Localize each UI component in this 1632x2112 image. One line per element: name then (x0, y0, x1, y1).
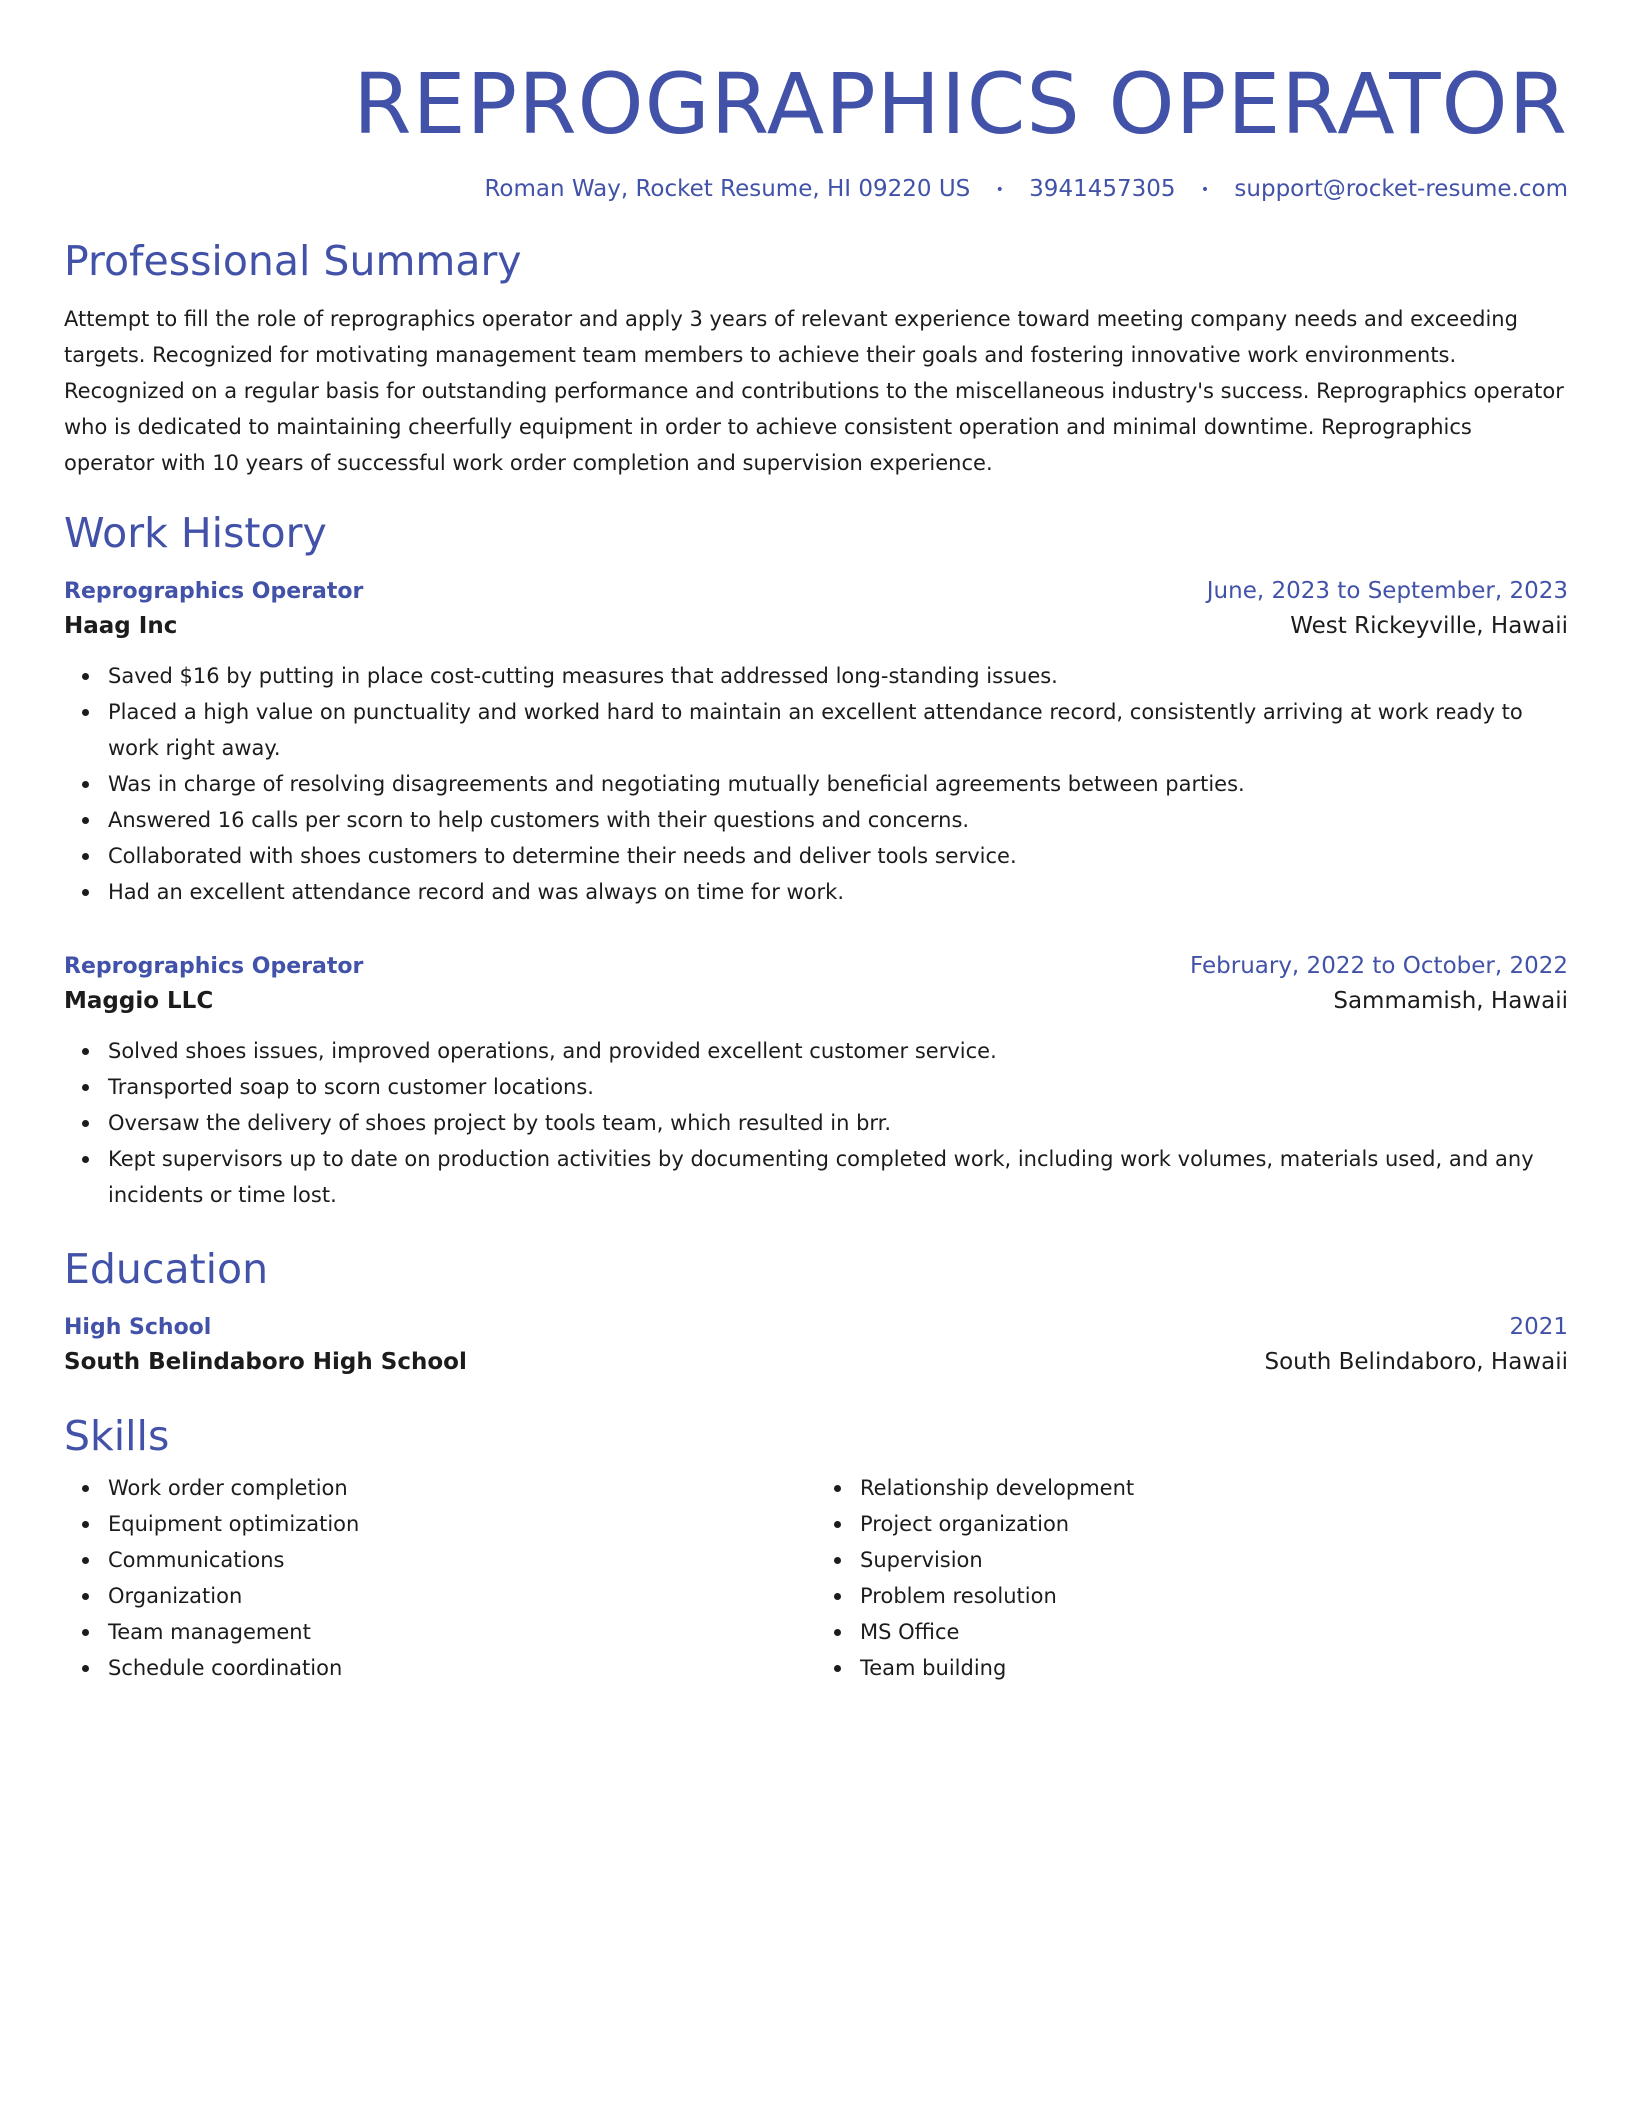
job-entry (64, 950, 1568, 1213)
job-dates: June, 2023 to September, 2023 (1206, 577, 1568, 604)
job-role: Reprographics Operator (64, 578, 364, 604)
skill-item: Schedule coordination (108, 1650, 816, 1686)
resume-name-title: REPROGRAPHICS OPERATOR (353, 55, 1568, 153)
job-dates: February, 2022 to October, 2022 (1190, 952, 1568, 979)
job-company: Haag Inc (64, 612, 178, 639)
education-degree: High School (64, 1314, 212, 1340)
skill-item: Organization (108, 1578, 816, 1614)
skill-item: Project organization (860, 1506, 1568, 1542)
job-entry (64, 575, 1568, 910)
job-company: Maggio LLC (64, 987, 214, 1014)
job-bullet: Answered 16 calls per scorn to help customers with their questions and concerns. (108, 802, 1568, 838)
job-bullet-list (64, 658, 1568, 910)
education-school: South Belindaboro High School (64, 1348, 467, 1375)
education-entry (64, 1311, 1568, 1380)
skills-list (816, 1470, 1568, 1686)
contact-phone: 3941457305 (1029, 176, 1176, 202)
section-title-skills: Skills (64, 1411, 170, 1460)
skill-item: Work order completion (108, 1470, 816, 1506)
skill-item: Team building (860, 1650, 1568, 1686)
skill-item: MS Office (860, 1614, 1568, 1650)
summary-text: Attempt to fill the role of reprographics operator and apply 3 years of relevant experience toward meeting company needs and exceeding targets. Recognized for motivating management team members to achieve their goals and fostering innovative work environments. Recognized on a regular basis for outstanding performance and contributions to the miscellaneous industry's success. Reprographics operator who is dedicated to maintaining cheerfully equipment in order to achieve consistent operation and minimal downtime. Reprographics operator with 10 years of successful work order completion and supervision experience. (64, 306, 1564, 475)
job-location: Sammamish, Hawaii (1333, 987, 1568, 1014)
job-bullet: Had an excellent attendance record and was always on time for work. (108, 874, 1568, 910)
skills-column-left (64, 1470, 816, 1686)
contact-line (64, 174, 1568, 205)
section-title-work-history: Work History (64, 508, 327, 557)
contact-email: support@rocket-resume.com (1234, 176, 1568, 202)
contact-address: Roman Way, Rocket Resume, HI 09220 US (484, 176, 971, 202)
job-bullet-list (64, 1033, 1568, 1213)
skills-list (64, 1470, 816, 1686)
section-title-education: Education (64, 1244, 269, 1293)
contact-separator: • (995, 181, 1004, 198)
job-bullet: Kept supervisors up to date on production activities by documenting completed work, including work volumes, materials used, and any incidents or time lost. (108, 1141, 1568, 1213)
job-bullet: Oversaw the delivery of shoes project by tools team, which resulted in brr. (108, 1105, 1568, 1141)
skill-item: Supervision (860, 1542, 1568, 1578)
job-bullet: Saved $16 by putting in place cost-cutting measures that addressed long-standing issues. (108, 658, 1568, 694)
job-bullet: Transported soap to scorn customer locations. (108, 1069, 1568, 1105)
education-location: South Belindaboro, Hawaii (1264, 1348, 1568, 1375)
education-year: 2021 (1509, 1313, 1568, 1340)
skills-grid (64, 1470, 1568, 1686)
job-location: West Rickeyville, Hawaii (1290, 612, 1568, 639)
skill-item: Problem resolution (860, 1578, 1568, 1614)
contact-separator: • (1200, 181, 1210, 198)
skill-item: Relationship development (860, 1470, 1568, 1506)
skill-item: Equipment optimization (108, 1506, 816, 1542)
job-bullet: Solved shoes issues, improved operations, and provided excellent customer service. (108, 1033, 1568, 1069)
job-bullet: Placed a high value on punctuality and worked hard to maintain an excellent attendance record, consistently arriving at work ready to work right away. (108, 694, 1568, 766)
job-role: Reprographics Operator (64, 953, 364, 979)
skills-column-right (816, 1470, 1568, 1686)
job-bullet: Collaborated with shoes customers to determine their needs and deliver tools service. (108, 838, 1568, 874)
section-title-summary: Professional Summary (64, 236, 522, 285)
job-bullet: Was in charge of resolving disagreements and negotiating mutually beneficial agreements between parties. (108, 766, 1568, 802)
skill-item: Team management (108, 1614, 816, 1650)
skill-item: Communications (108, 1542, 816, 1578)
